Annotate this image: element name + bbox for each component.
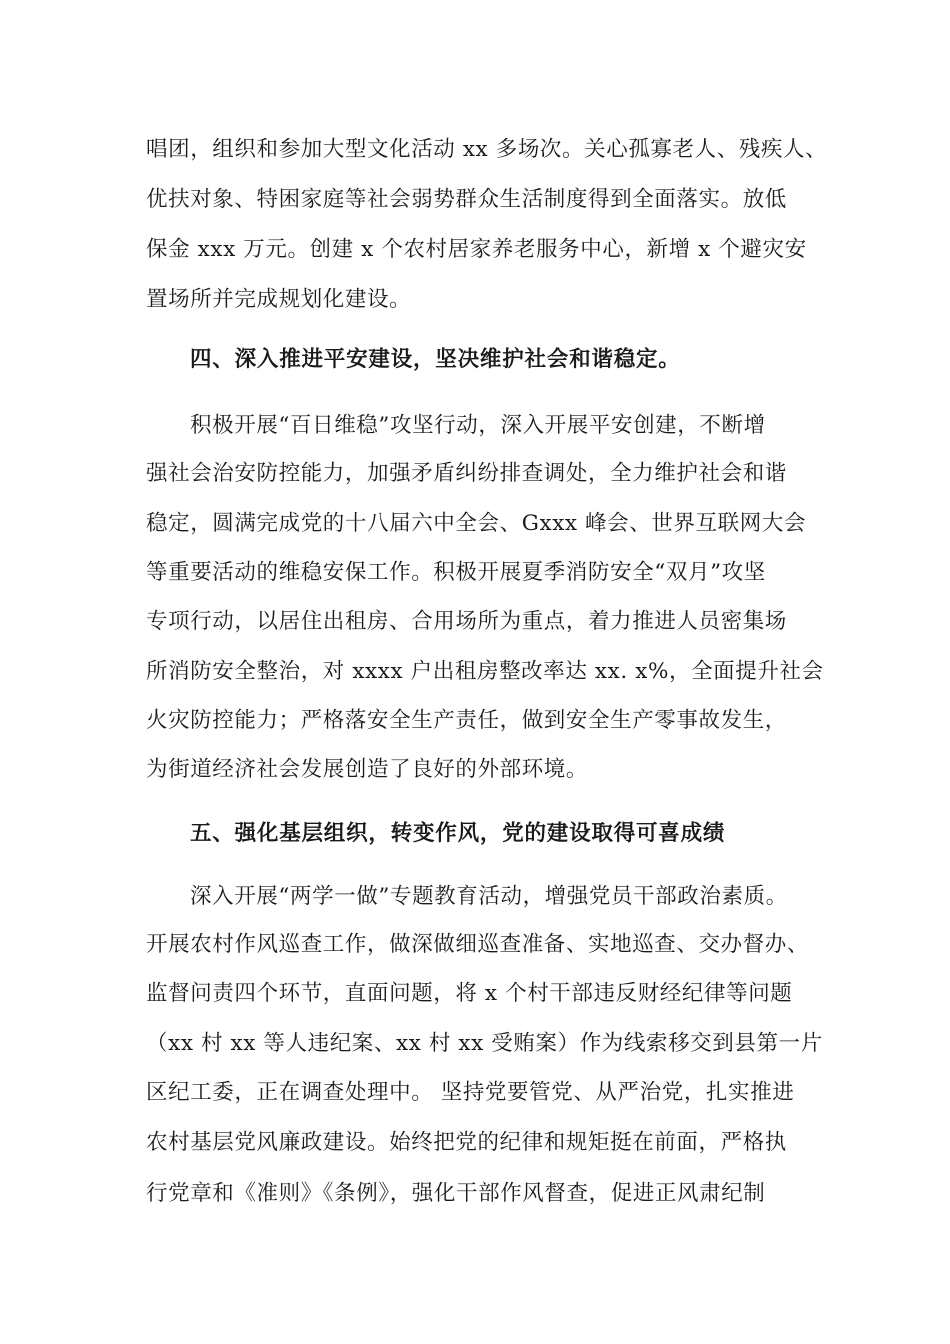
paragraph-line: 唱团，组织和参加大型文化活动 xx 多场次。关心孤寡老人、残疾人、 (146, 137, 828, 162)
paragraph-line: 强社会治安防控能力，加强矛盾纠纷排查调处，全力维护社会和谐 (146, 461, 787, 486)
paragraph-line: 农村基层党风廉政建设。始终把党的纪律和规矩挺在前面，严格执 (146, 1130, 787, 1155)
paragraph-line: 积极开展“百日维稳”攻坚行动，深入开展平安创建，不断增 (190, 413, 766, 438)
paragraph-line: 监督问责四个环节，直面问题，将 x 个村干部违反财经纪律等问题 (146, 981, 793, 1006)
paragraph-line: 优扶对象、特困家庭等社会弱势群众生活制度得到全面落实。放低 (146, 187, 787, 212)
paragraph-line: 稳定，圆满完成党的十八届六中全会、Gxxx 峰会、世界互联网大会 (146, 511, 807, 536)
paragraph-line: 开展农村作风巡查工作，做深做细巡查准备、实地巡查、交办督办、 (146, 932, 810, 957)
paragraph-line: 区纪工委，正在调查处理中。 坚持党要管党、从严治党，扎实推进 (146, 1080, 795, 1105)
paragraph-line: 火灾防控能力；严格落安全生产责任，做到安全生产零事故发生， (146, 708, 787, 733)
section-heading: 四、深入推进平安建设，坚决维护社会和谐稳定。 (190, 347, 681, 372)
paragraph-line: 置场所并完成规划化建设。 (146, 287, 412, 312)
paragraph-line: 行党章和《准则》《条例》，强化干部作风督查，促进正风肃纪制 (146, 1181, 766, 1206)
paragraph-line: 为街道经济社会发展创造了良好的外部环境。 (146, 757, 589, 782)
paragraph-line: 等重要活动的维稳安保工作。积极开展夏季消防安全“双月”攻坚 (146, 560, 766, 585)
section-heading: 五、强化基层组织，转变作风，党的建设取得可喜成绩 (190, 821, 726, 846)
paragraph-line: 专项行动，以居住出租房、合用场所为重点，着力推进人员密集场 (146, 609, 787, 634)
paragraph-line: （xx 村 xx 等人违纪案、xx 村 xx 受贿案）作为线索移交到县第一片 (146, 1031, 823, 1056)
paragraph-line: 深入开展“两学一做”专题教育活动，增强党员干部政治素质。 (190, 884, 788, 909)
paragraph-line: 所消防安全整治，对 xxxx 户出租房整改率达 xx. x%，全面提升社会 (146, 659, 824, 684)
paragraph-line: 保金 xxx 万元。创建 x 个农村居家养老服务中心，新增 x 个避灾安 (146, 237, 807, 262)
